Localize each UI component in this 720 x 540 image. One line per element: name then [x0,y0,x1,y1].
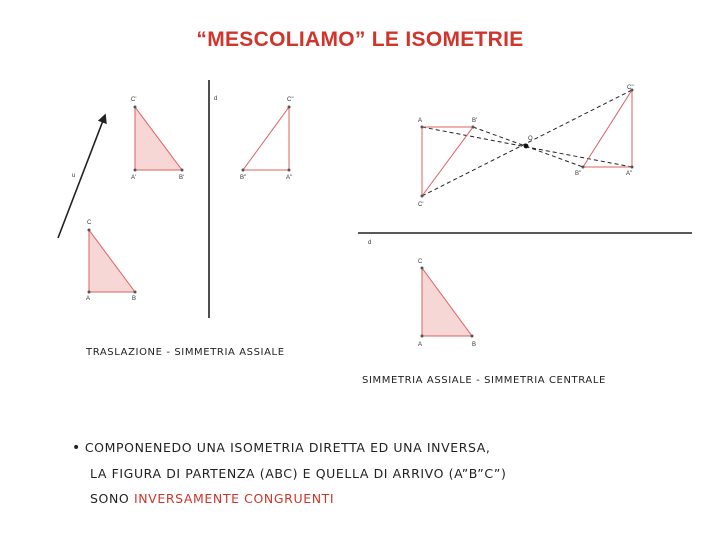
label-a2-left: A'' [286,175,293,181]
right-figure [358,85,692,348]
label-b2-right: B'' [575,171,582,177]
label-a1-left: A' [131,175,137,181]
label-b1-left: B' [179,175,185,181]
label-o: O [528,136,533,142]
triangle-final-right [583,90,632,167]
conclusion-line-2: LA FIGURA DI PARTENZA (ABC) E QUELLA DI ARRIVO (A”B”C”) [90,466,507,481]
conclusion-text [72,435,692,511]
label-c-left: C [87,220,92,226]
highlight-text: INVERSAMENTE CONGRUENTI [133,491,335,506]
left-figure [58,80,294,318]
label-c1-right: C' [418,202,424,208]
label-a-top: A [418,118,423,124]
label-d-left: d [214,96,218,102]
caption-right: SIMMETRIA ASSIALE - SIMMETRIA CENTRALE [362,375,606,386]
slide-title: “MESCOLIAMO” LE ISOMETRIE [196,28,524,51]
label-a2-right: A'' [626,171,633,177]
label-a-right: A [418,342,423,348]
label-a-left: A [86,296,91,302]
conclusion-line-3: SONO INVERSAMENTE CONGRUENTI [90,491,335,506]
triangle-original-left [89,230,135,292]
caption-left: TRASLAZIONE - SIMMETRIA ASSIALE [86,347,285,358]
label-c-right: C [418,259,423,265]
label-b-right: B [472,342,477,348]
label-u: u [72,173,76,179]
translation-vector-u [58,118,104,238]
label-c2-right: C'' [627,85,634,91]
conclusion-line-1: • COMPONENEDO UNA ISOMETRIA DIRETTA ED UNA INVERSA, [72,440,491,456]
triangle-reflected [243,107,289,170]
label-c2-left: C'' [287,97,294,103]
triangle-translated [135,107,182,170]
bullet-icon: • [72,440,81,456]
label-d-right: d [368,240,372,246]
triangle-reflected-right [422,127,473,196]
label-c1-left: C' [131,97,137,103]
label-b-left: B [132,296,137,302]
center-o [524,144,529,149]
triangle-original-right [422,268,472,336]
label-b1-right: B' [472,118,478,124]
label-b2-left: B'' [240,175,247,181]
